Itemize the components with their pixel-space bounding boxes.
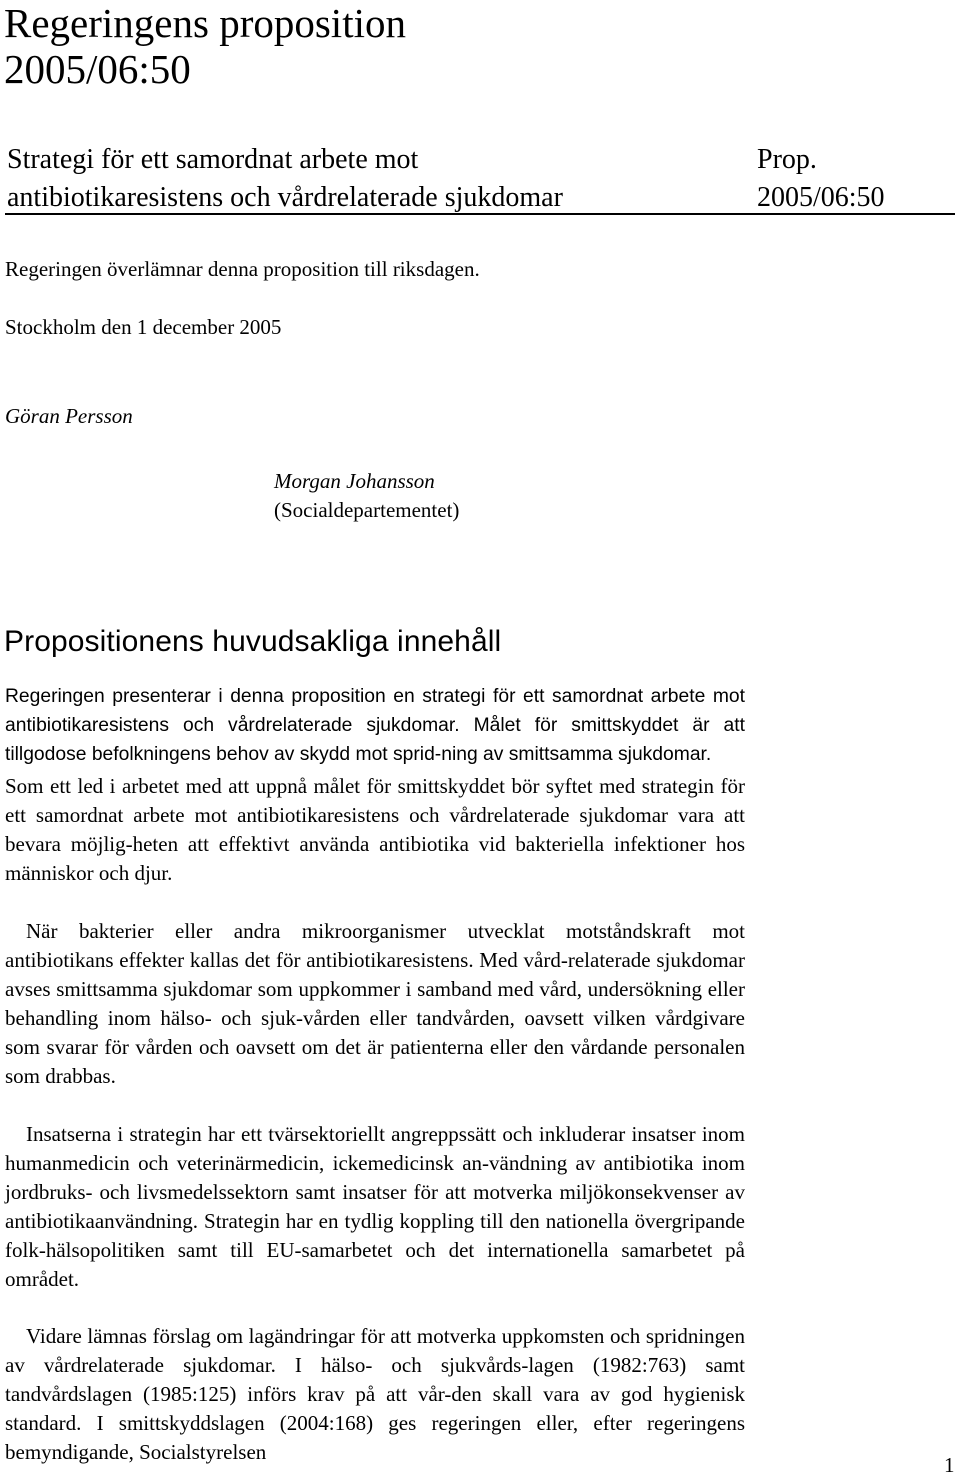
page-number: 1 [944, 1453, 955, 1477]
body-paragraph-3: Insatserna i strategin har ett tvärsektoriellt angreppssätt och inkluderar insatser inom humanmedicin och veterinärmedicin, ickemedicinsk an-vändning av antibiotika inom jordbruks- och livsmedelssektorn samt insatser för att motverka miljökonsekvenser av antibiotikaanvändning. Strategin har en tydlig koppling till den nationella övergripande folk-hälsopolitiken samt till EU-samarbetet och det internationella samarbetet på området. [5, 1122, 745, 1291]
subtitle-line-1: Strategi för ett samordnat arbete mot [7, 144, 419, 175]
body-paragraph-4: Vidare lämnas förslag om lagändringar för att motverka uppkomsten och spridningen av vårdrelaterade sjukdomar. I hälso- och sjukvårds-lagen (1982:763) samt tandvårdslagen (1985:125) införs krav på att vår-den skall vara av god hygienisk standard. I smittskyddslagen (2004:168) ges regeringen eller, efter regeringens bemyndigande, Socialstyrelsen [5, 1324, 745, 1464]
signatory-department: (Socialdepartementet) [274, 498, 460, 522]
document-title-line-2: 2005/06:50 [4, 46, 191, 92]
section-heading: Propositionens huvudsakliga innehåll [4, 625, 502, 658]
body-paragraph-2: När bakterier eller andra mikroorganismer utvecklat motståndskraft mot antibiotikans effekter kallas det för antibiotikaresistens. Med vård-relaterade sjukdomar avses smittsamma sjukdomar som uppkommer i samband med vård, undersökning eller behandling inom hälso- och sjuk-vården eller tandvården, oavsett vilken vårdgivare som svarar för vården och oavsett om det är patienterna eller den vårdande personalen som drabbas. [5, 919, 745, 1088]
prop-label-line-2: 2005/06:50 [757, 182, 885, 213]
document-subtitle [7, 141, 563, 217]
document-title-line-1: Regeringens proposition [4, 0, 406, 46]
subtitle-line-2: antibiotikaresistens och vårdrelaterade sjukdomar [7, 182, 563, 213]
summary-paragraph: Regeringen presenterar i denna proposition en strategi för ett samordnat arbete mot antibiotikaresistens och vårdrelaterade sjukdomar. Målet för smittskyddet är att tillgodose befolkningens behov av skydd mot sprid-ning av smittsamma sjukdomar. [5, 686, 745, 765]
header-divider [5, 213, 955, 215]
sender-statement: Regeringen överlämnar denna proposition till riksdagen. [5, 257, 480, 281]
prop-label-line-1: Prop. [757, 144, 817, 175]
proposition-number-label [757, 141, 885, 217]
body-paragraph-1: Som ett led i arbetet med att uppnå målet för smittskyddet bör syftet med strategin för ett samordnat arbete mot antibiotikaresistens och vårdrelaterade sjukdomar vara att bevara möjlig-heten att effektivt använda antibiotika vid bakteriella infektioner hos människor och djur. [5, 774, 745, 885]
signatory-minister: Morgan Johansson [274, 469, 435, 493]
signatory-prime-minister: Göran Persson [5, 404, 133, 428]
document-title [4, 0, 406, 92]
place-date: Stockholm den 1 december 2005 [5, 315, 282, 339]
